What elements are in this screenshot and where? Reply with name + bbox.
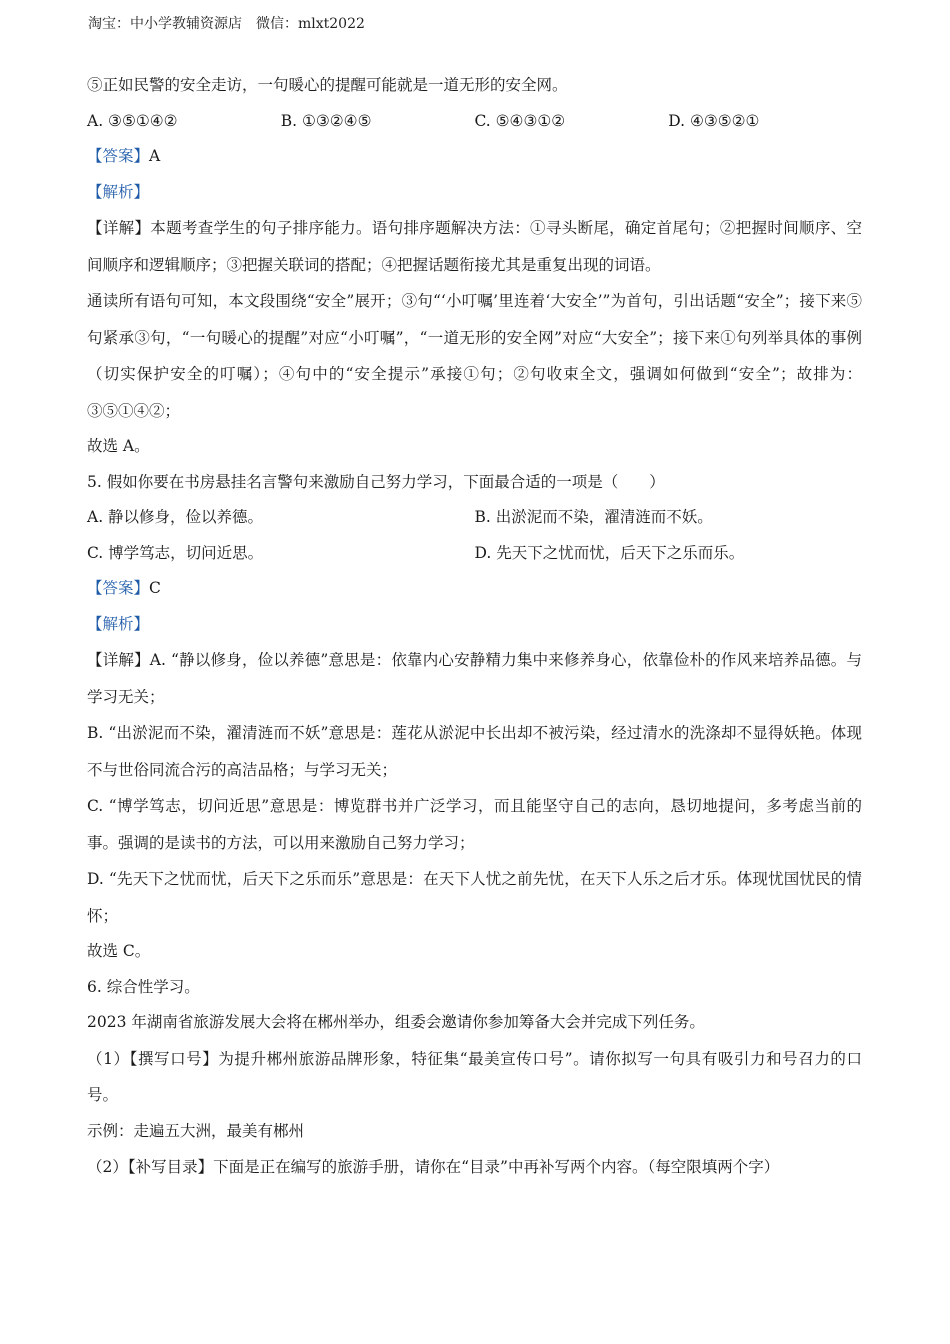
q4-analysis: [87, 175, 862, 211]
q4-detail-paragraph-2: 通读所有语句可知，本文段围绕“安全”展开；③句“‘小叮嘱’里连着‘大安全’”为首句，引出话题“安全”；接下来⑤句紧承③句，“一句暖心的提醒”对应“小叮嘱”，“一道无形的安全网”对应“大安全”；接下来①句列举具体的事例（切实保护安全的叮嘱）；④句中的“安全提示”承接①句；②句收束全文，强调如何做到“安全”；故排为：③⑤①④②；: [87, 292, 862, 420]
q5-option-c: C. 博学笃志，切问近思。: [87, 543, 264, 562]
answer-label: 【答案】: [87, 579, 150, 597]
q5-answer-value: C: [149, 579, 161, 597]
q5-detail-c: C. “博学笃志，切问近思”意思是：博览群书并广泛学习，而且能坚守自己的志向，恳切地提问，多考虑当前的事。强调的是读书的方法，可以用来激励自己努力学习；: [87, 797, 862, 852]
detail-label: 【详解】: [87, 219, 151, 237]
analysis-label: 【解析】: [87, 614, 150, 633]
q4-detail-paragraph-1: [87, 210, 862, 283]
q4-answer: [87, 139, 862, 175]
q5-stem: 5. 假如你要在书房悬挂名言警句来激励自己努力学习，下面最合适的一项是（ ）: [87, 472, 665, 491]
q4-option-a: A. ③⑤①④②: [87, 111, 178, 130]
page-header: 淘宝：中小学教辅资源店 微信：mlxt2022: [88, 16, 365, 32]
analysis-label: 【解析】: [87, 182, 150, 201]
q6-task-2: （2）【补写目录】下面是正在编写的旅游手册，请你在“目录”中再补写两个内容。（每空限填两个字）: [87, 1158, 780, 1176]
q6-intro: 2023 年湖南省旅游发展大会将在郴州举办，组委会邀请你参加筹备大会并完成下列任务。: [87, 1013, 705, 1031]
q4-sentence-5: ⑤正如民警的安全走访，一句暖心的提醒可能就是一道无形的安全网。: [87, 76, 568, 94]
q5-options-row-1: [87, 500, 862, 536]
document-body: [87, 68, 862, 1186]
q5-answer: [87, 571, 862, 607]
q6-task-1: （1）【撰写口号】为提升郴州旅游品牌形象，特征集“最美宣传口号”。请你拟写一句具有吸引力和号召力的口号。: [87, 1049, 862, 1104]
q5-detail-a: [87, 642, 862, 715]
q5-option-a: A. 静以修身，俭以养德。: [87, 508, 264, 526]
q5-detail-d: D. “先天下之忧而忧，后天下之乐而乐”意思是：在天下人忧之前先忧，在天下人乐之后才乐。体现忧国忧民的情怀；: [87, 870, 862, 925]
q5-conclusion: 故选 C。: [87, 942, 151, 960]
q4-option-c: C. ⑤④③①②: [474, 111, 566, 130]
q4-detail-text-1: 本题考查学生的句子排序能力。语句排序题解决方法：①寻头断尾，确定首尾句；②把握时间顺序、空间顺序和逻辑顺序；③把握关联词的搭配；④把握话题衔接尤其是重复出现的词语。: [87, 219, 862, 274]
q4-option-b: B. ①③②④⑤: [280, 111, 372, 130]
q4-options: [87, 104, 862, 140]
q5-analysis: [87, 607, 862, 643]
q6-example: 示例：走遍五大洲，最美有郴州: [87, 1121, 305, 1140]
q5-detail-a-text: A. “静以修身，俭以养德”意思是：依靠内心安静精力集中来修养身心，依靠俭朴的作风来培养品德。与学习无关；: [87, 651, 862, 706]
answer-label: 【答案】: [87, 147, 150, 165]
q5-detail-b: B. “出淤泥而不染，濯清涟而不妖”意思是：莲花从淤泥中长出却不被污染，经过清水的洗涤却不显得妖艳。体现不与世俗同流合污的高洁品格；与学习无关；: [87, 724, 862, 779]
q5-options-row-2: [87, 536, 862, 572]
q6-title: 6. 综合性学习。: [87, 977, 200, 996]
q5-option-b: B. 出淤泥而不染，濯清涟而不妖。: [474, 508, 713, 526]
q4-option-d: D. ④③⑤②①: [668, 111, 760, 130]
detail-label: 【详解】: [87, 651, 150, 669]
q4-conclusion: 故选 A。: [87, 437, 150, 455]
q4-answer-value: A: [149, 147, 161, 165]
q5-option-d: D. 先天下之忧而忧，后天下之乐而乐。: [474, 543, 745, 562]
